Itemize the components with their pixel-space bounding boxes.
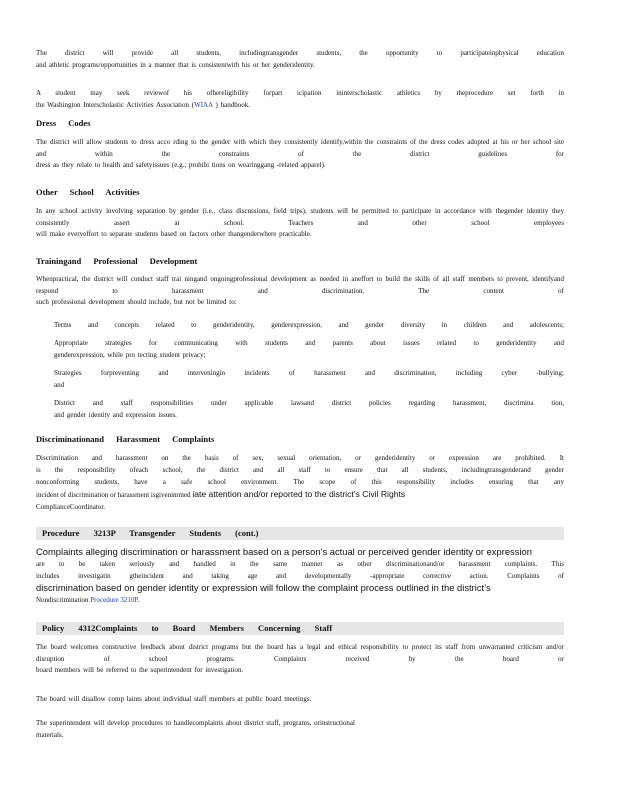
- text-line: The board welcomes constructive feedback about district programs but the board has a legal and ethical responsibility to: [36, 643, 409, 651]
- text-line: build the skills of all staff members to prevent, identifyand respond to harassment and discrimination. The content of: [36, 275, 565, 295]
- text-segment: iate attention and/or reported to the district’s Civil Rights: [192, 489, 406, 499]
- text-line: District and staff responsibilities under applicable lawsand district policies regarding harassment, discrimina tion,: [54, 399, 564, 407]
- text-line: nonconforming students, have a safe school environment. The scope of this responsibility includes ensuring that any: [36, 478, 564, 486]
- bullet-item: [36, 368, 564, 392]
- procedure-3210p-link[interactable]: Procedure 3210P: [90, 596, 138, 604]
- bullet-item: [36, 338, 564, 362]
- text-segment: incident of discrimination or harassment isgivenimmed: [36, 491, 191, 499]
- text-line: protect its staff from unwarranted criticism and/or disruption of school programs. Complaints received by the board or: [36, 643, 565, 663]
- text-line: and: [54, 380, 65, 389]
- text-line: such professional development should include, but not be limited to:: [36, 298, 237, 306]
- text-line: genderexpression, while pro tecting student privacy;: [54, 350, 206, 359]
- policy-header-title: Policy 4312Complaints to Board Members Concerning Staff: [42, 623, 333, 633]
- heading-dress-codes: Dress Codes: [36, 118, 91, 128]
- bullet-text: Terms and concepts related to genderidentity, genderexpression, and gender diversity in children and adolescents;: [54, 321, 564, 329]
- text-segment: ) handbook.: [215, 100, 250, 109]
- text-line: [36, 488, 564, 501]
- bullet-text: [54, 338, 564, 361]
- text-line: is the responsibility ofeach school, the district and all staff to ensure that all students, includingtransgenderand gender: [36, 466, 564, 474]
- text-line: Appropriate strategies for communicating with students and parents about issues related to genderidentity and: [54, 339, 564, 347]
- text-line: [36, 594, 564, 606]
- text-segment: Nondiscrimination: [36, 596, 89, 604]
- text-line: dress as they relate to health and safetyissues (e.g., prohibi tions on wearinggang -related apparel).: [36, 161, 326, 169]
- text-segment: .: [137, 596, 140, 604]
- text-line: The district will allow students to dress acco rding to the gender with which they consistently identify,within the: [36, 138, 374, 146]
- bullet-text: [54, 368, 564, 391]
- paragraph-disallow: [36, 694, 564, 706]
- text-line: The superintendent will develop procedures to handlecomplaints about district staff, programs, orinstructional: [36, 719, 355, 727]
- paragraph-other-activities: [36, 206, 564, 241]
- bullet-text: [54, 398, 564, 421]
- procedure-header-bar: [36, 527, 564, 540]
- text-line: will make everyeffort to separate students based on factors other thangenderwhere practicable.: [36, 230, 312, 238]
- text-line: Complaints alleging discrimination or harassment based on a person’s actual or perceived gender identity or expression: [36, 546, 532, 557]
- heading-training: Trainingand Professional Development: [36, 256, 198, 266]
- text-line: The district will provide all students, includingtransgender students, the opportunity to participateinphysical education: [36, 49, 564, 57]
- text-line: materials.: [36, 730, 64, 739]
- policy-header-bar: [36, 622, 564, 635]
- text-line: Discrimination and harassment on the basis of sex, sexual orientation, or genderidentity or expression are prohibited. It: [36, 454, 564, 462]
- text-line: Strategies forpreventing and interveningin incidents of harassment and discrimination, including cyber -bullying;: [54, 369, 564, 377]
- heading-discrimination: Discriminationand Harassment Complaints: [36, 434, 215, 444]
- paragraph-board-feedback: [36, 642, 564, 677]
- text-line: participate in accordance with thegender identity they consistently assert at school. Teachers and other school employees: [36, 207, 564, 227]
- text-line: constraints of the dress codes adopted at his or her school site and within the constraints of the district guidelines for: [36, 138, 565, 158]
- procedure-header-title: Procedure 3213P Transgender Students (cont.): [42, 528, 259, 538]
- text-line: board members will be referred to the superintendent for investigation.: [36, 666, 244, 674]
- paragraph-eligibility-review: [36, 88, 564, 111]
- paragraph-complaints: [36, 546, 564, 606]
- wiaa-link[interactable]: WIAA: [194, 100, 213, 109]
- text-line: A student may seek reviewof his ofhereligibility forpart icipation ininterscholastic athletics by theprocedure set forth in: [36, 89, 564, 97]
- bullet-item: [36, 320, 564, 332]
- text-line: includes investigatin gtheincident and taking age and developmentally -appropriate corrective action. Complaints of: [36, 572, 564, 580]
- text-line: Whenpractical, the district will conduct staff trai ningand ongoingprofessional development as needed in aneffort to: [36, 275, 383, 283]
- text-line: discrimination based on gender identity or expression will follow the complaint process outlined in the district’s: [36, 582, 491, 593]
- paragraph-training: [36, 274, 564, 309]
- bullet-item: [36, 398, 564, 422]
- paragraph-athletics-opportunity: [36, 48, 564, 71]
- text-line: ComplianceCoordinator.: [36, 503, 106, 511]
- text-line: The board will disallow comp laints about individual staff members at public board meetings.: [36, 695, 312, 703]
- paragraph-discrimination: [36, 452, 564, 513]
- text-line: [36, 100, 564, 112]
- heading-other-activities: Other School Activities: [36, 187, 140, 197]
- paragraph-dress-codes: [36, 137, 564, 172]
- text-segment: the Washington Interscholastic Activities Association (: [36, 100, 195, 109]
- text-line: are to be taken seriously and handled in the same manner as other discriminationand/or harassment complaints. This: [36, 560, 564, 568]
- text-line: and athletic programs/opportunities in a manner that is consistentwith his or her genderidentity.: [36, 60, 315, 69]
- text-line: and gender identity and expression issues.: [54, 410, 177, 419]
- text-line: In any school activity involving separation by gender (i.e., class discussions, field trips), students will be permitted to: [36, 207, 399, 215]
- paragraph-superintendent: [36, 718, 564, 741]
